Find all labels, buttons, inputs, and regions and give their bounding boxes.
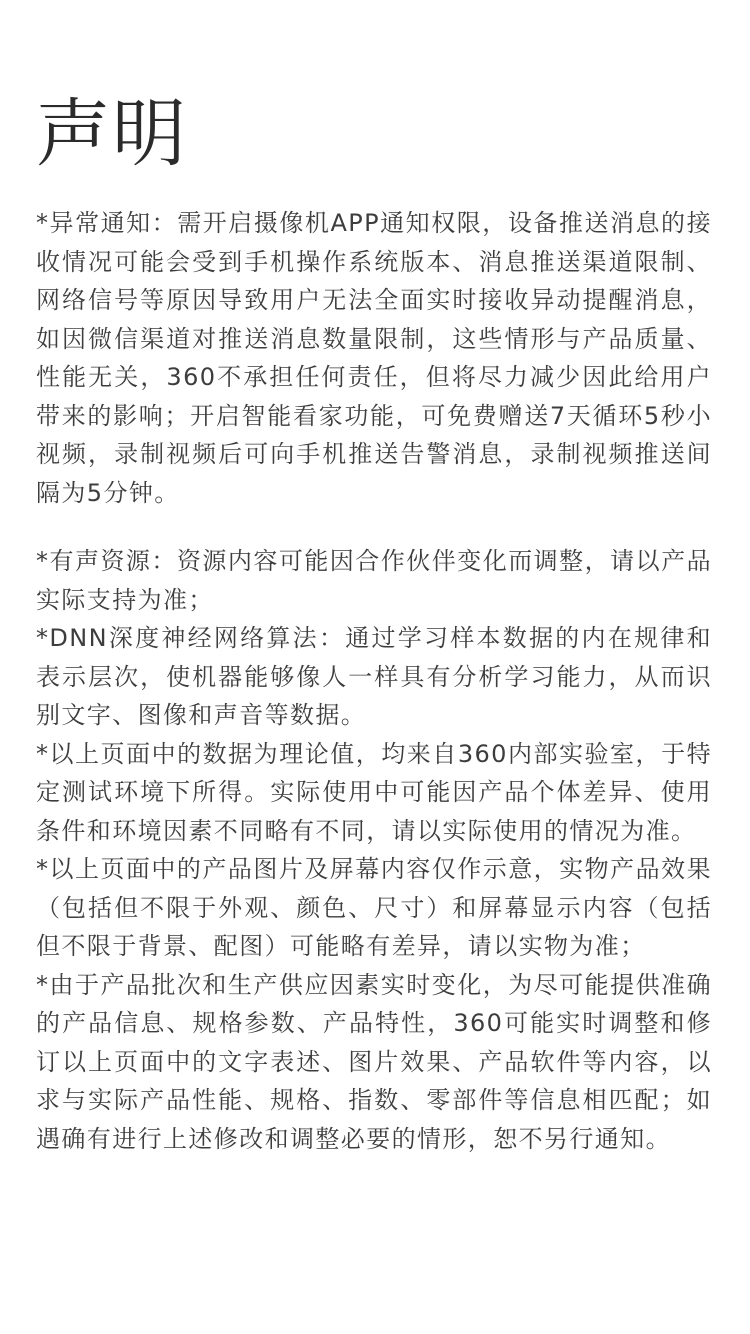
page-title: 声明 [36, 91, 188, 177]
notice-paragraph-realtime-changes: *由于产品批次和生产供应因素实时变化，为尽可能提供准确的产品信息、规格参数、产品特性，360可能实时调整和修订以上页面中的文字表述、图片效果、产品软件等内容，以求与实际产品性能、规格、指数、零部件等信息相匹配；如遇确有进行上述修改和调整必要的情形，恕不另行通知。 [36, 970, 712, 1153]
notice-paragraph-theoretical-data: *以上页面中的数据为理论值，均来自360内部实验室，于特定测试环境下所得。实际使用中可能因产品个体差异、使用条件和环境因素不同略有不同，请以实际使用的情况为准。 [36, 739, 712, 845]
notice-paragraph-dnn-algorithm: *DNN深度神经网络算法：通过学习样本数据的内在规律和表示层次，使机器能够像人一样具有分析学习能力，从而识别文字、图像和声音等数据。 [36, 624, 712, 729]
notice-paragraph-audio-resources: *有声资源：资源内容可能因合作伙伴变化而调整，请以产品实际支持为准； [36, 547, 712, 614]
notice-paragraph-product-images: *以上页面中的产品图片及屏幕内容仅作示意，实物产品效果（包括但不限于外观、颜色、尺寸）和屏幕显示内容（包括但不限于背景、配图）可能略有差异，请以实物为准； [36, 855, 712, 960]
notice-paragraph-abnormal-alert: *异常通知：需开启摄像机APP通知权限，设备推送消息的接收情况可能会受到手机操作系统版本、消息推送渠道限制、网络信号等原因导致用户无法全面实时接收异动提醒消息，如因微信渠道对推送消息数量限制，这些情形与产品质量、性能无关，360不承担任何责任，但将尽力减少因此给用户带来的影响；开启智能看家功能，可免费赠送7天循环5秒小视频，录制视频后可向手机推送告警消息，录制视频推送间隔为5分钟。 [36, 209, 712, 507]
